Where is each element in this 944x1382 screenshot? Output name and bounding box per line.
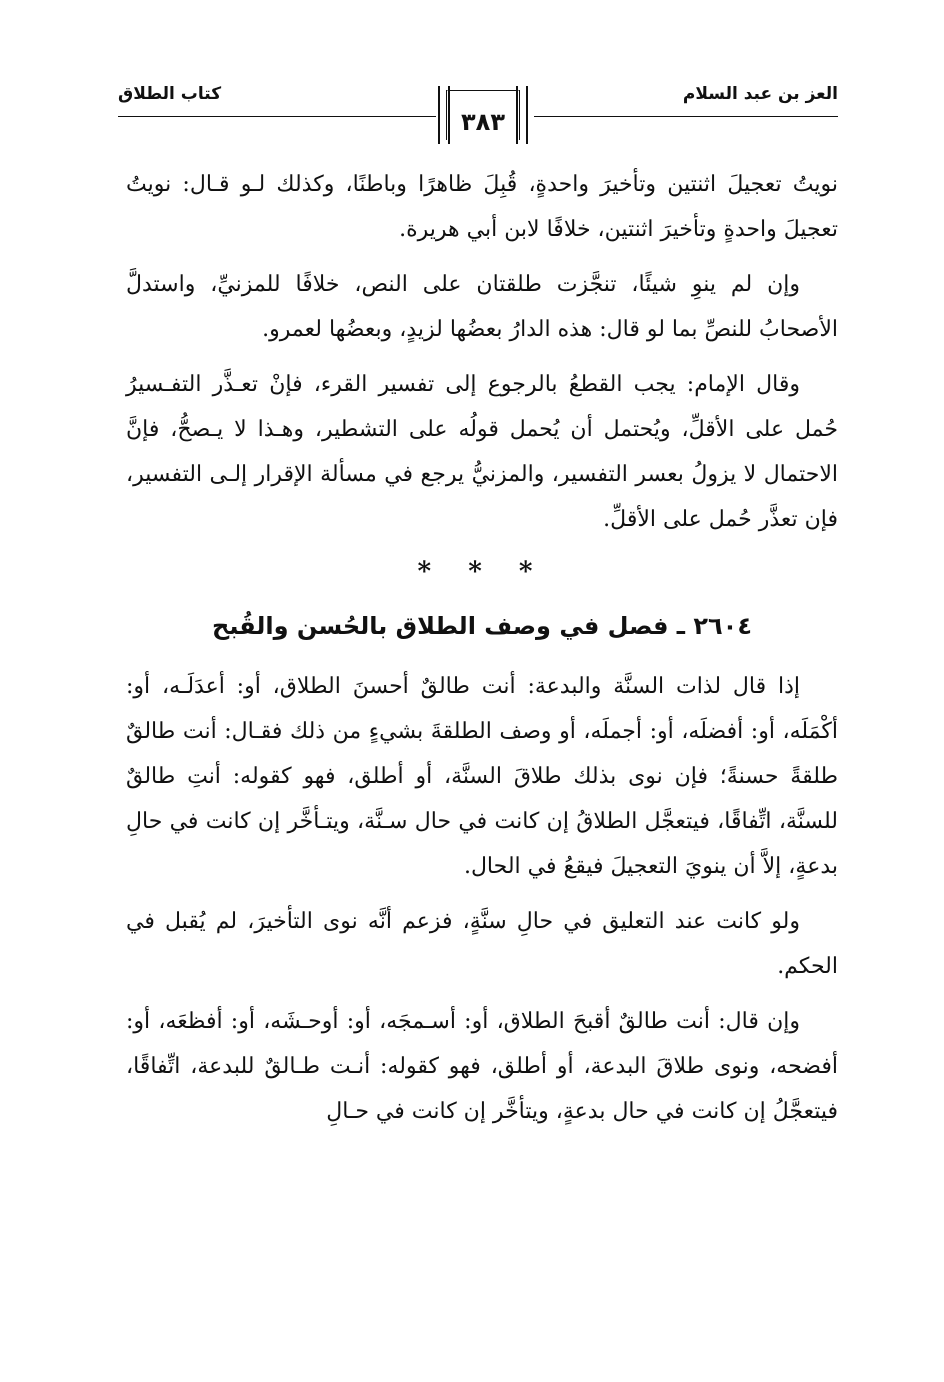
paragraph: إذا قال لذات السنَّة والبدعة: أنت طالقٌ أحسنَ الطلاق، أو: أعدَلَـه، أو: أكْمَلَه، أو: أفضلَه، أو: أجملَه، أو وصف الطلقةَ بشيءٍ من ذلك فقـال: أنت طالقٌ طلقةً حسنةً؛ فإن نوى بذلك طلاقَ السنَّة، أو أطلق، فهو كقوله: أنتِ طالقٌ للسنَّة، اتِّفاقًا، فيتعجَّل الطلاقُ إن كانت في حال سـنَّة، ويتـأخَّر إن كانت في حالِ بدعةٍ، إلاَّ أن ينويَ التعجيلَ فيقعُ في الحال. (126, 674, 838, 879)
paragraph: ولو كانت عند التعليق في حالِ سنَّةٍ، فزعم أنَّه نوى التأخيرَ، لم يُقبل في الحكم. (126, 909, 838, 979)
paragraph: وإن قال: أنت طالقٌ أقبحَ الطلاق، أو: أسـمجَه، أو: أوحـشَه، أو: أفظعَه، أو: أفضحه، ونوى طلاقَ البدعة، أو أطلق، فهو كقوله: أنـت طـالقٌ للبدعة، اتِّفاقًا، فيتعجَّلُ إن كانت في حال بدعةٍ، ويتأخَّر إن كانت في حـالِ (126, 1009, 838, 1124)
paragraph: وقال الإمام: يجب القطعُ بالرجوع إلى تفسير القرء، فإنْ تعـذَّر التفـسيرُ حُمل على الأقلِّ، ويُحتمل أن يُحمل قولُه على التشطير، وهـذا لا يـصحُّ، فإنَّ الاحتمال لا يزولُ بعسر التفسير، والمزنيُّ يرجع في مسألة الإقرار إلـى التفسير، فإن تعذَّر حُمل على الأقلِّ. (126, 372, 838, 532)
page-number-frame (438, 86, 528, 144)
book-title: كتاب الطلاق (118, 84, 222, 104)
page-number: ٣٨٣ (461, 108, 505, 136)
running-header (118, 70, 838, 138)
header-rule-left (118, 116, 436, 117)
author-title: العز بن عبد السلام (682, 84, 838, 104)
section-heading: ٢٦٠٤ ـ فصل في وصف الطلاق بالحُسن والقُبح (212, 612, 752, 640)
header-rule-right (534, 116, 838, 117)
paragraph: وإن لم ينوِ شيئًا، تنجَّزت طلقتان على النص، خلافًا للمزنيِّ، واستدلَّ الأصحابُ للنصِّ بما لو قال: هذه الدارُ بعضُها لزيدٍ، وبعضُها لعمرو. (126, 272, 838, 342)
section-separator: * * * (417, 557, 547, 587)
paragraph: نويتُ تعجيلَ اثنتين وتأخيرَ واحدةٍ، قُبِلَ ظاهرًا وباطنًا، وكذلك لـو قـال: نويتُ تعجيلَ واحدةٍ وتأخيرَ اثنتين، خلافًا لابن أبي هريرة. (126, 172, 838, 242)
page-body (126, 162, 838, 1144)
